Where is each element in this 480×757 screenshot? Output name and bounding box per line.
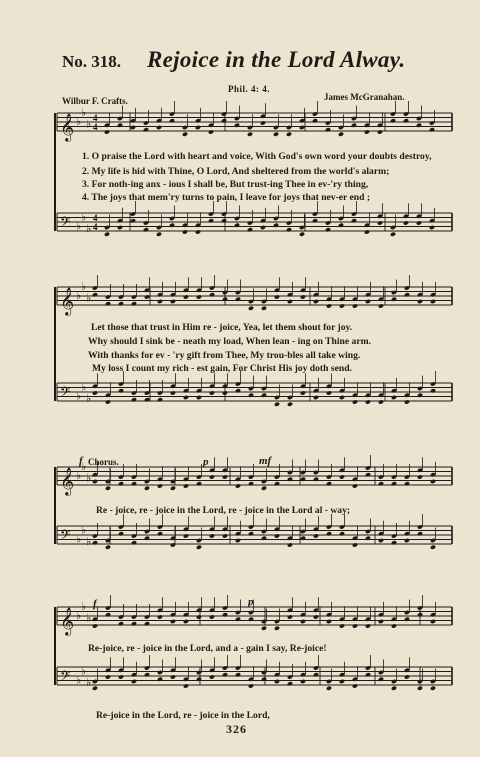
notehead <box>300 536 306 541</box>
notehead <box>105 545 111 550</box>
flat-sign: ♭ <box>86 117 92 131</box>
notehead <box>352 303 358 308</box>
bass-clef: 𝄢 <box>60 527 71 546</box>
notehead <box>235 538 241 543</box>
notehead <box>105 674 111 679</box>
notehead <box>235 617 241 622</box>
time-signature-top: 4 <box>93 213 98 223</box>
notehead <box>222 474 228 479</box>
notehead <box>235 388 241 393</box>
notehead <box>339 531 345 536</box>
notehead <box>183 483 189 488</box>
notehead <box>117 123 123 128</box>
notehead <box>196 614 202 619</box>
notehead <box>92 390 98 395</box>
notehead <box>118 388 124 393</box>
verse-1-line-a: 1. O praise the Lord with heart and voice, With God's own word your doubts destroy, <box>82 151 432 162</box>
notehead <box>430 299 436 304</box>
notehead <box>92 623 98 628</box>
notehead <box>365 472 371 477</box>
notehead <box>92 479 98 484</box>
notehead <box>195 229 201 234</box>
notehead <box>430 388 436 393</box>
notehead <box>352 483 358 488</box>
notehead <box>261 393 267 398</box>
notehead <box>105 399 111 404</box>
notehead <box>300 390 306 395</box>
hymn-number: No. 318. <box>62 52 122 71</box>
notehead <box>248 481 254 486</box>
notehead <box>287 477 293 482</box>
notehead <box>391 540 397 545</box>
notehead <box>143 227 149 232</box>
notehead <box>221 118 227 123</box>
notehead <box>143 127 149 132</box>
notehead <box>144 486 150 491</box>
notehead <box>104 129 110 134</box>
time-signature-bottom: 4 <box>93 222 98 232</box>
notehead <box>404 674 410 679</box>
notehead <box>274 402 280 407</box>
dynamic-piano-system4: p <box>248 596 254 608</box>
verse-4-line-b: My loss I count my rich - est gain, For Christ His joy doth send. <box>92 363 352 374</box>
notehead <box>247 227 253 232</box>
notehead <box>92 292 98 297</box>
notehead <box>300 477 306 482</box>
notehead <box>273 223 279 228</box>
notehead <box>313 672 319 677</box>
notehead <box>326 303 332 308</box>
notehead <box>352 542 358 547</box>
flat-sign: ♭ <box>86 391 92 405</box>
notehead <box>430 479 436 484</box>
notehead <box>351 123 357 128</box>
notehead <box>222 297 228 302</box>
notehead <box>325 127 331 132</box>
notehead <box>339 623 345 628</box>
notehead <box>351 218 357 223</box>
notehead <box>416 220 422 225</box>
notehead <box>365 672 371 677</box>
notehead <box>390 118 396 123</box>
flat-sign: ♭ <box>76 609 82 622</box>
notehead <box>261 677 267 682</box>
flat-sign: ♭ <box>86 611 92 625</box>
flat-sign: ♭ <box>76 115 82 128</box>
notehead <box>209 674 215 679</box>
notehead <box>365 623 371 628</box>
notehead <box>169 118 175 123</box>
notehead <box>118 621 124 626</box>
notehead <box>390 232 396 237</box>
notehead <box>261 536 267 541</box>
notehead <box>339 303 345 308</box>
notehead <box>378 538 384 543</box>
notehead <box>391 686 397 691</box>
notehead <box>234 123 240 128</box>
author-credit: Wilbur F. Crafts. <box>62 96 128 106</box>
notehead <box>274 533 280 538</box>
flat-sign: ♭ <box>76 532 82 546</box>
flat-sign: ♭ <box>76 219 82 233</box>
verse-3-line-b: With thanks for ev - 'ry gift from Thee, My trou-bles all take wing. <box>88 350 361 361</box>
notehead <box>248 306 254 311</box>
notehead <box>117 225 123 230</box>
dynamic-piano: p <box>203 456 209 468</box>
chorus-label: Chorus. <box>88 457 119 467</box>
notehead <box>170 486 176 491</box>
notehead <box>118 301 124 306</box>
notehead <box>417 299 423 304</box>
notehead <box>144 621 150 626</box>
notehead <box>209 292 215 297</box>
notehead <box>196 677 202 682</box>
notehead <box>417 531 423 536</box>
notehead <box>260 120 266 125</box>
chorus-lyric-line: Re - joice, re - joice in the Lord, re - joice in the Lord al - way; <box>96 505 351 516</box>
notehead <box>261 306 267 311</box>
notehead <box>286 132 292 137</box>
notehead <box>92 686 98 691</box>
notehead <box>170 619 176 624</box>
notehead <box>274 679 280 684</box>
system4-bass-lyric: Re-joice in the Lord, re - joice in the Lord, <box>96 710 270 721</box>
notehead <box>404 481 410 486</box>
notehead <box>364 129 370 134</box>
notehead <box>222 390 228 395</box>
notehead <box>378 481 384 486</box>
flat-sign: ♭ <box>81 460 87 473</box>
notehead <box>403 118 409 123</box>
notehead <box>274 481 280 486</box>
notehead <box>403 220 409 225</box>
notehead <box>378 399 384 404</box>
flat-sign: ♭ <box>81 210 87 224</box>
notehead <box>144 536 150 541</box>
notehead <box>429 127 435 132</box>
notehead <box>365 399 371 404</box>
notehead <box>156 125 162 130</box>
notehead <box>338 223 344 228</box>
verse-2-line-b: Why should I sink be - neath my load, When lean - ing on Thine arm. <box>88 336 371 347</box>
notehead <box>430 686 436 691</box>
notehead <box>234 223 240 228</box>
composer-credit: James McGranahan. <box>324 92 405 102</box>
notehead <box>221 218 227 223</box>
system4-treble-lyric: Re-joice, re - joice in the Lord, and a - gain I say, Re-joice! <box>88 643 327 654</box>
notehead <box>183 619 189 624</box>
flat-sign: ♭ <box>76 469 82 482</box>
flat-sign: ♭ <box>81 106 87 119</box>
notehead <box>222 533 228 538</box>
notehead <box>391 297 397 302</box>
notehead <box>313 299 319 304</box>
treble-clef: 𝄞 <box>60 607 75 635</box>
notehead <box>417 474 423 479</box>
notehead <box>131 679 137 684</box>
notehead <box>247 132 253 137</box>
notehead <box>209 474 215 479</box>
notehead <box>157 483 163 488</box>
notehead <box>248 617 254 622</box>
notehead <box>235 297 241 302</box>
notehead <box>352 683 358 688</box>
notehead <box>326 619 332 624</box>
notehead <box>300 294 306 299</box>
notehead <box>131 621 137 626</box>
notehead <box>195 125 201 130</box>
notehead <box>404 292 410 297</box>
notehead <box>144 397 150 402</box>
notehead <box>169 223 175 228</box>
notehead <box>417 686 423 691</box>
notehead <box>209 614 215 619</box>
flat-sign: ♭ <box>86 221 92 235</box>
treble-clef: 𝄞 <box>60 113 75 141</box>
notehead <box>222 612 228 617</box>
time-signature-bottom: 4 <box>93 122 98 132</box>
notehead <box>287 299 293 304</box>
flat-sign: ♭ <box>86 534 92 548</box>
notehead <box>326 390 332 395</box>
notehead <box>157 531 163 536</box>
notehead <box>104 232 110 237</box>
notehead <box>364 229 370 234</box>
notehead <box>339 474 345 479</box>
notehead <box>287 681 293 686</box>
dynamic-forte-system4: f <box>93 598 97 610</box>
flat-sign: ♭ <box>76 289 82 302</box>
notehead <box>118 531 124 536</box>
notehead <box>170 390 176 395</box>
notehead <box>130 218 136 223</box>
notehead <box>248 531 254 536</box>
notehead <box>416 123 422 128</box>
notehead <box>118 481 124 486</box>
notehead <box>222 672 228 677</box>
notehead <box>391 481 397 486</box>
notehead <box>391 623 397 628</box>
notehead <box>300 619 306 624</box>
notehead <box>352 623 358 628</box>
notehead <box>105 486 111 491</box>
treble-clef: 𝄞 <box>60 287 75 315</box>
notehead <box>274 626 280 631</box>
notehead <box>273 132 279 137</box>
notehead <box>378 619 384 624</box>
notehead <box>338 132 344 137</box>
notehead <box>429 225 435 230</box>
flat-sign: ♭ <box>81 600 87 613</box>
notehead <box>417 393 423 398</box>
flat-sign: ♭ <box>81 280 87 293</box>
notehead <box>326 531 332 536</box>
notehead <box>274 294 280 299</box>
notehead <box>156 232 162 237</box>
notehead <box>417 612 423 617</box>
verse-4-line-a: 4. The joys that mem'ry turns to pain, I leave for joys that nev-er end ; <box>82 192 371 203</box>
bass-clef: 𝄢 <box>60 384 71 403</box>
notehead <box>183 533 189 538</box>
notehead <box>287 542 293 547</box>
notehead <box>286 227 292 232</box>
notehead <box>339 679 345 684</box>
notehead <box>430 545 436 550</box>
notehead <box>157 397 163 402</box>
notehead <box>157 299 163 304</box>
notehead <box>313 533 319 538</box>
notehead <box>196 545 202 550</box>
notehead <box>377 129 383 134</box>
notehead <box>105 612 111 617</box>
notehead <box>365 299 371 304</box>
notehead <box>157 677 163 682</box>
notehead <box>326 686 332 691</box>
notehead <box>170 674 176 679</box>
notehead <box>183 683 189 688</box>
flat-sign: ♭ <box>76 389 82 403</box>
flat-sign: ♭ <box>81 380 87 394</box>
notehead <box>299 125 305 130</box>
notehead <box>196 395 202 400</box>
notehead <box>339 395 345 400</box>
notehead <box>209 390 215 395</box>
notehead <box>312 118 318 123</box>
flat-sign: ♭ <box>81 523 87 537</box>
notehead <box>325 227 331 232</box>
notehead <box>430 619 436 624</box>
notehead <box>144 672 150 677</box>
verse-2-line-a: 2. My life is hid with Thine, O Lord, And sheltered from the world's alarm; <box>82 166 390 177</box>
notehead <box>183 294 189 299</box>
notehead <box>312 218 318 223</box>
dynamic-mezzo-forte: mf <box>259 455 272 467</box>
bass-clef: 𝄢 <box>60 668 71 687</box>
notehead <box>131 397 137 402</box>
flat-sign: ♭ <box>81 664 87 678</box>
flat-sign: ♭ <box>86 291 92 305</box>
notehead <box>208 129 214 134</box>
notehead <box>144 294 150 299</box>
verse-1-line-b: Let those that trust in Him re - joice, Yea, let them shout for joy. <box>91 322 353 333</box>
notehead <box>92 540 98 545</box>
time-signature-top: 4 <box>93 113 98 123</box>
notehead <box>131 540 137 545</box>
notehead <box>391 395 397 400</box>
notehead <box>183 395 189 400</box>
notehead <box>378 303 384 308</box>
notehead <box>378 677 384 682</box>
notehead <box>130 125 136 130</box>
notehead <box>261 626 267 631</box>
verse-3-line-a: 3. For noth-ing anx - ious I shall be, But trust-ing Thee in ev-'ry thing, <box>82 179 369 190</box>
notehead <box>208 218 214 223</box>
notehead <box>313 477 319 482</box>
notehead <box>299 232 305 237</box>
dynamic-forte: f <box>79 455 83 467</box>
notehead <box>170 299 176 304</box>
notehead <box>404 538 410 543</box>
flat-sign: ♭ <box>76 673 82 687</box>
notehead <box>196 294 202 299</box>
notehead <box>404 617 410 622</box>
notehead <box>313 395 319 400</box>
notehead <box>300 679 306 684</box>
notehead <box>260 225 266 230</box>
notehead <box>182 229 188 234</box>
bass-clef: 𝄢 <box>60 214 71 233</box>
notehead <box>404 399 410 404</box>
scripture-reference: Phil. 4: 4. <box>228 84 271 94</box>
notehead <box>118 674 124 679</box>
notehead <box>377 220 383 225</box>
treble-clef: 𝄞 <box>60 467 75 495</box>
page-number: 326 <box>226 722 247 736</box>
notehead <box>248 683 254 688</box>
notehead <box>105 301 111 306</box>
notehead <box>196 481 202 486</box>
notehead <box>131 481 137 486</box>
hymn-title: Rejoice in the Lord Alway. <box>147 47 406 72</box>
notehead <box>235 483 241 488</box>
notehead <box>131 301 137 306</box>
notehead <box>352 399 358 404</box>
notehead <box>326 481 332 486</box>
flat-sign: ♭ <box>86 675 92 689</box>
notehead <box>313 614 319 619</box>
notehead <box>248 393 254 398</box>
notehead <box>182 132 188 137</box>
notehead <box>235 672 241 677</box>
notehead <box>287 614 293 619</box>
notehead <box>157 614 163 619</box>
notehead <box>287 402 293 407</box>
flat-sign: ♭ <box>86 471 92 485</box>
notehead <box>365 536 371 541</box>
notehead <box>261 486 267 491</box>
notehead <box>209 533 215 538</box>
